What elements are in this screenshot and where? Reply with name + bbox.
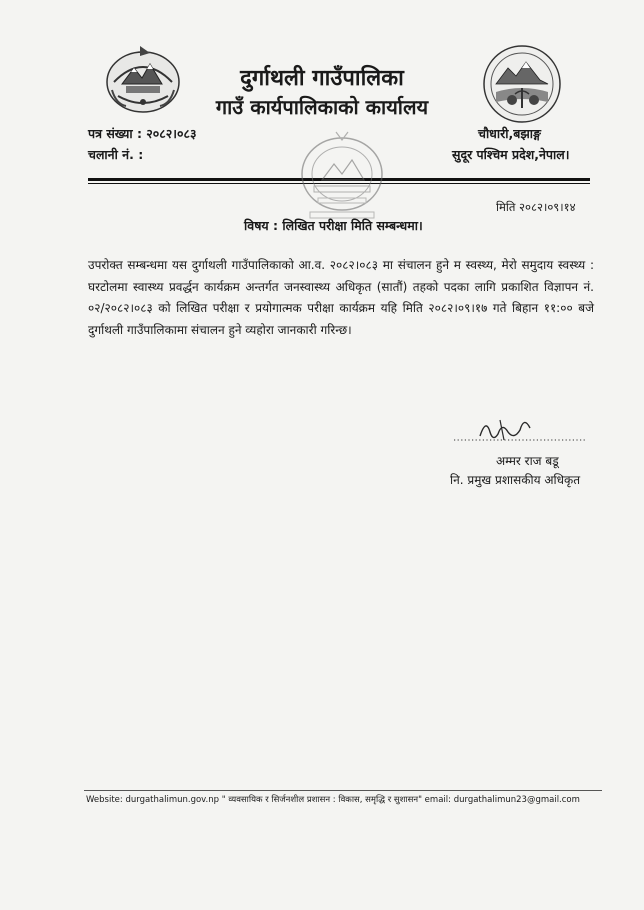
ward-address: चौधारी,बझाङ्ग	[478, 126, 541, 141]
dispatch-number: चलानी नं. :	[88, 147, 144, 162]
signature-mark-icon	[450, 410, 590, 448]
footer-divider	[84, 790, 602, 791]
letter-subject: विषय : लिखित परीक्षा मिति सम्बन्धमा।	[244, 218, 423, 233]
footer-contact: Website: durgathalimun.gov.np " व्यवसायिक र सिर्जनशील प्रशासन : विकास, समृद्धि र सुशासन" email: durgathalimun23@gmail.com	[86, 795, 580, 805]
reference-number: पत्र संख्या : २०८२।०८३	[88, 126, 197, 141]
letter-body: उपरोक्त सम्बन्धमा यस दुर्गाथली गाउँपालिकाको आ.व. २०८२।०८३ मा संचालन हुने म स्वस्थ्य, मेरो समुदाय स्वस्थ्य : घरटोलमा स्वास्थ्य प्रवर्द्धन कार्यक्रम अन्तर्गत जनस्वास्थ्य अधिकृत (सातौं) तहको पदका लागि प्रकाशित विज्ञापन नं. ०२/२०८२।०८३ को लिखित परीक्षा र प्रयोगात्मक परीक्षा कार्यक्रम यहि मिति २०८२।०९।१७ गते बिहान ११:०० बजे दुर्गाथली गाउँपालिकामा संचालन हुने व्यहोरा जानकारी गरिन्छ।	[88, 258, 594, 337]
office-name-line1: दुर्गाथली गाउँपालिका	[240, 66, 404, 91]
signer-title: नि. प्रमुख प्रशासकीय अधिकृत	[450, 473, 581, 487]
office-name-line2: गाउँ कार्यपालिकाको कार्यालय	[215, 95, 429, 119]
province-address: सुदूर पश्चिम प्रदेश,नेपाल।	[452, 147, 570, 162]
signer-name: अम्मर राज बडू	[496, 454, 559, 468]
letter-date: मिति २०८२।०९।१४	[496, 200, 576, 214]
